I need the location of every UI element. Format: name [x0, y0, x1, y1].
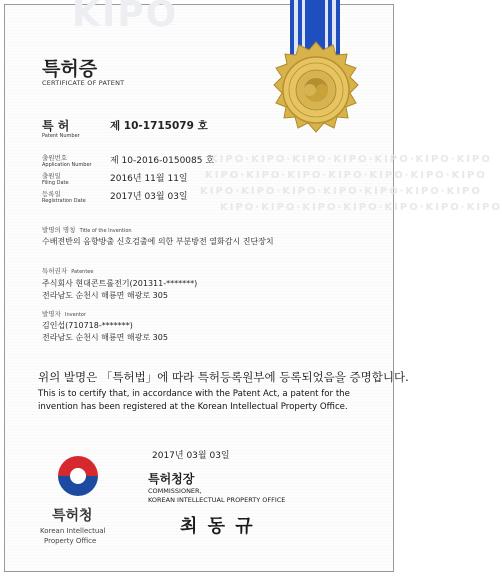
filing-label: 출원일: [42, 172, 61, 180]
inventor-label-ko: 발명자: [42, 310, 61, 318]
invention-label: [42, 225, 132, 234]
filing-label-en: Filing Date: [42, 180, 69, 186]
patentee-label-ko: 특허권자: [42, 267, 68, 275]
kipo-logo-icon: [54, 452, 102, 500]
inventor-name: 김인섭(710718-*******): [42, 321, 133, 330]
ribbon-seal-graphic: [260, 0, 370, 150]
registration-label: 등록일: [42, 190, 61, 198]
document-title: 특허증: [42, 58, 98, 80]
patentee-address: 전라남도 순천시 해룡면 해광로 305: [42, 291, 168, 300]
inventor-label: [42, 309, 86, 318]
patent-label: 특 허: [42, 119, 70, 133]
certification-ko: 위의 발명은 「특허법」에 따라 특허등록원부에 등록되었음을 증명합니다.: [38, 370, 409, 384]
document-subtitle: CERTIFICATE OF PATENT: [42, 79, 125, 87]
invention-label-en: Title of the Invention: [79, 228, 132, 234]
commissioner-office-en: KOREAN INTELLECTUAL PROPERTY OFFICE: [148, 496, 286, 504]
registration-date: 2017년 03월 03일: [110, 192, 188, 202]
invention-title: 수배전반의 음향방출 신호검출에 의한 부분방전 열화감시 진단장치: [42, 237, 274, 246]
inventor-label-en: Inventor: [64, 312, 86, 318]
registration-label-en: Registration Date: [42, 198, 86, 204]
invention-label-ko: 발명의 명칭: [42, 226, 76, 234]
patentee-name: 주식회사 현대콘트롤전기(201311-*******): [42, 279, 198, 288]
commissioner-signature: 최 동 규: [180, 516, 255, 537]
logo-name-ko: 특허청: [52, 508, 93, 524]
patentee-label-en: Patentee: [71, 269, 94, 275]
issue-date: 2017년 03월 03일: [152, 451, 230, 461]
certification-en: This is to certify that, in accordance with the Patent Act, a patent for the invention has been registered at the Korean Intellectual Property Office.: [38, 389, 350, 412]
watermark-band-3: KIPO·KIPO·KIPO·KIPO·KIPO·KIPO·KIPO: [200, 186, 482, 197]
application-label-en: Application Number: [42, 162, 92, 168]
logo-line1: Korean Intellectual: [40, 527, 106, 535]
gold-seal: [274, 42, 358, 132]
inventor-address: 전라남도 순천시 해룡면 해광로 305: [42, 333, 168, 342]
logo-line2: Property Office: [44, 537, 97, 545]
application-label: 출원번호: [42, 154, 68, 162]
patent-label-en: Patent Number: [42, 133, 80, 139]
patentee-label: [42, 266, 93, 275]
filing-date: 2016년 11월 11일: [110, 174, 188, 184]
commissioner-title-ko: 특허청장: [148, 472, 195, 486]
watermark-band-2: KIPO·KIPO·KIPO·KIPO·KIPO·KIPO·KIPO: [205, 170, 487, 181]
watermark-top: KIPO: [72, 0, 179, 35]
watermark-band-4: KIPO·KIPO·KIPO·KIPO·KIPO·KIPO·KIPO: [220, 202, 502, 213]
watermark-band-1: KIPO·KIPO·KIPO·KIPO·KIPO·KIPO·KIPO: [210, 154, 492, 165]
patent-number: 제 10-1715079 호: [110, 120, 208, 132]
commissioner-title-en: COMMISSIONER,: [148, 487, 202, 495]
application-number: 제 10-2016-0150085 호: [110, 156, 215, 166]
